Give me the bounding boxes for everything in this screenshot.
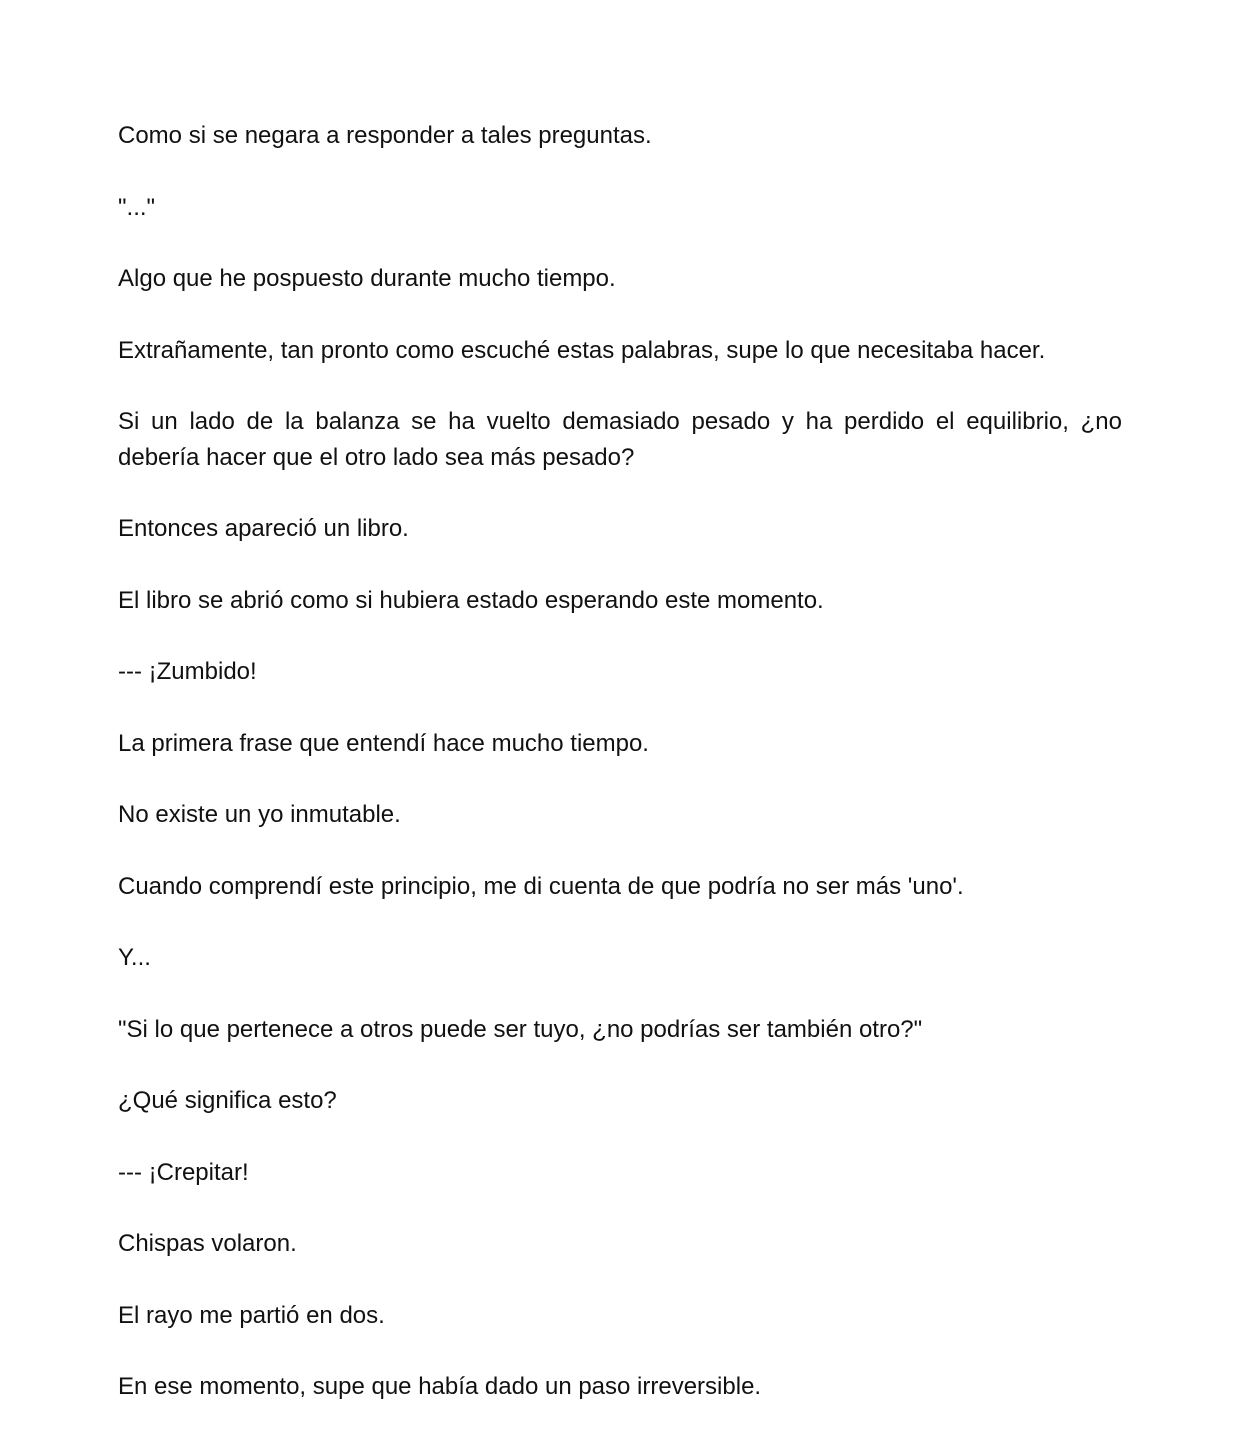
paragraph-11: Cuando comprendí este principio, me di cuenta de que podría no ser más 'uno'. <box>118 872 964 900</box>
paragraph-9: La primera frase que entendí hace mucho tiempo. <box>118 729 649 757</box>
paragraph-13: "Si lo que pertenece a otros puede ser tuyo, ¿no podrías ser también otro?" <box>118 1015 923 1043</box>
paragraph-8: --- ¡Zumbido! <box>118 658 257 685</box>
paragraph-18: En ese momento, supe que había dado un paso irreversible. <box>118 1373 762 1400</box>
document-page <box>118 118 1122 1441</box>
paragraph-2: "..." <box>118 193 156 221</box>
paragraph-12: Y... <box>118 944 151 971</box>
paragraph-5: Si un lado de la balanza se ha vuelto demasiado pesado y ha perdido el equilibrio, ¿no debería hacer que el otro lado sea más pesado? <box>118 408 1122 471</box>
paragraph-15: --- ¡Crepitar! <box>118 1158 249 1186</box>
paragraph-17: El rayo me partió en dos. <box>118 1301 385 1329</box>
paragraph-7: El libro se abrió como si hubiera estado esperando este momento. <box>118 586 824 614</box>
paragraph-16: Chispas volaron. <box>118 1230 297 1257</box>
paragraph-4: Extrañamente, tan pronto como escuché estas palabras, supe lo que necesitaba hacer. <box>118 336 1046 364</box>
paragraph-10: No existe un yo inmutable. <box>118 801 401 828</box>
paragraph-14: ¿Qué significa esto? <box>118 1087 337 1114</box>
paragraph-3: Algo que he pospuesto durante mucho tiempo. <box>118 265 616 292</box>
paragraph-6: Entonces apareció un libro. <box>118 515 409 542</box>
paragraph-1: Como si se negara a responder a tales preguntas. <box>118 122 652 149</box>
